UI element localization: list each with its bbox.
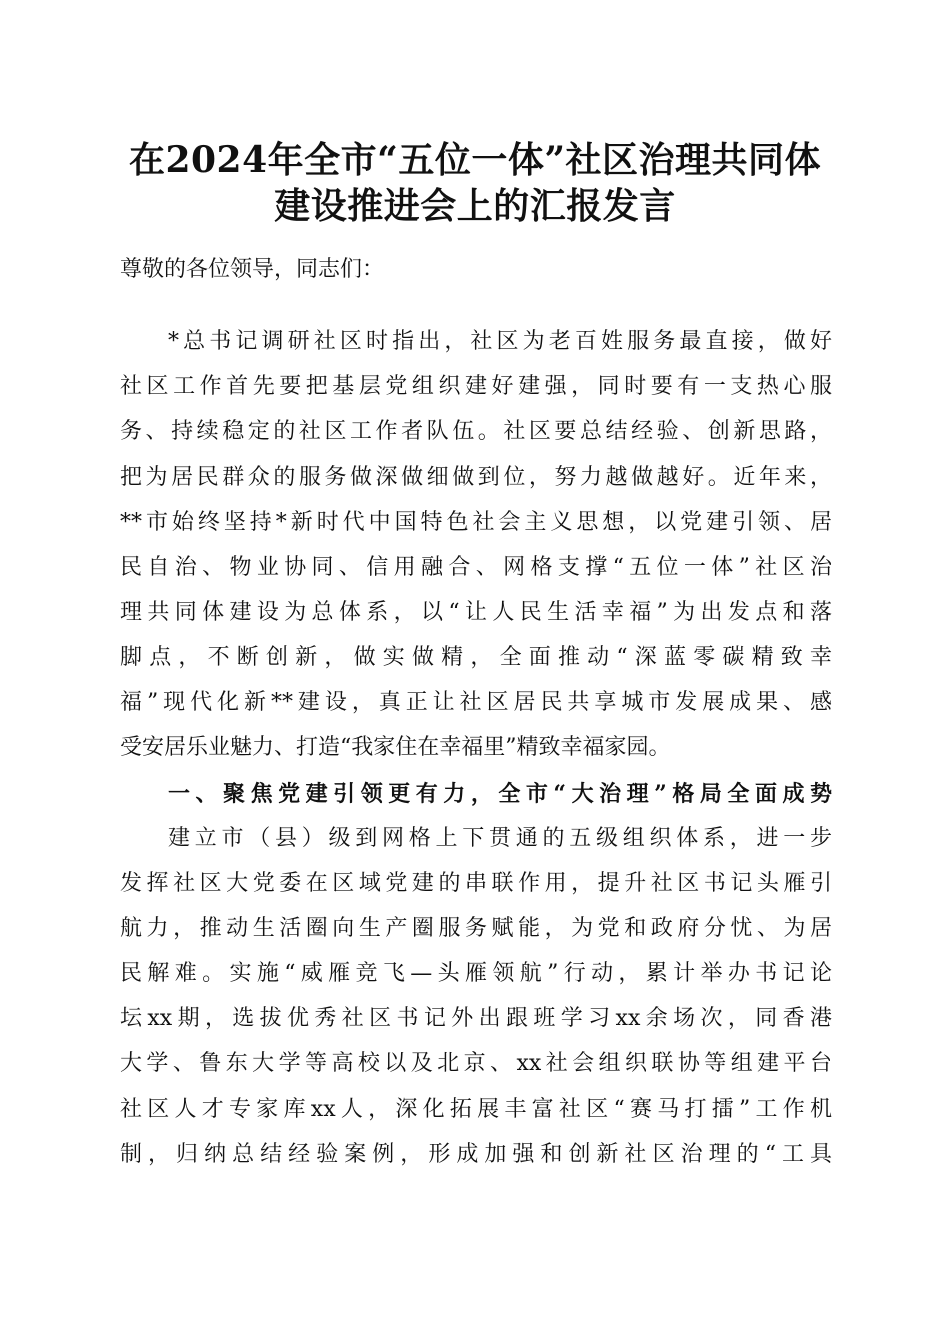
- paragraph-1-line: 理共同体建设为总体系，以“让人民生活幸福”为出发点和落: [120, 600, 832, 625]
- salutation: 尊敬的各位领导，同志们：: [120, 257, 385, 282]
- paragraph-1-line: 务、持续稳定的社区工作者队伍。社区要总结经验、创新思路，: [120, 419, 832, 444]
- paragraph-2-line: 制，归纳总结经验案例，形成加强和创新社区治理的“工具: [120, 1142, 832, 1167]
- paragraph-1-line: 社区工作首先要把基层党组织建好建强，同时要有一支热心服: [120, 374, 832, 399]
- paragraph-2-line: 坛xx期，选拔优秀社区书记外出跟班学习xx余场次，同香港: [120, 1006, 832, 1031]
- paragraph-2-line: 社区人才专家库xx人，深化拓展丰富社区“赛马打擂”工作机: [120, 1097, 832, 1122]
- paragraph-2-line: 大学、鲁东大学等高校以及北京、xx社会组织联协等组建平台: [120, 1051, 832, 1076]
- paragraph-1-line: **市始终坚持*新时代中国特色社会主义思想，以党建引领、居: [120, 510, 832, 535]
- paragraph-2-line: 发挥社区大党委在区域党建的串联作用，提升社区书记头雁引: [120, 871, 832, 896]
- paragraph-1-line: 脚点，不断创新，做实做精，全面推动“深蓝零碳精致幸: [120, 645, 832, 670]
- document-title-line-2: 建设推进会上的汇报发言: [274, 185, 676, 227]
- paragraph-1-line: 福”现代化新**建设，真正让社区居民共享城市发展成果、感: [120, 690, 832, 715]
- paragraph-1-line: 把为居民群众的服务做深做细做到位，努力越做越好。近年来，: [120, 465, 832, 490]
- paragraph-2-line: 建立市（县）级到网格上下贯通的五级组织体系，进一步: [168, 826, 832, 851]
- paragraph-1-line: 民自治、物业协同、信用融合、网格支撑“五位一体”社区治: [120, 555, 832, 580]
- paragraph-2-line: 航力，推动生活圈向生产圈服务赋能，为党和政府分忧、为居: [120, 916, 832, 941]
- section-1-heading: 一、聚焦党建引领更有力，全市“大治理”格局全面成势: [168, 781, 832, 807]
- document-title-line-1: 在2024年全市“五位一体”社区治理共同体: [128, 139, 822, 181]
- paragraph-1-line: 受安居乐业魅力、打造“我家住在幸福里”精致幸福家园。: [120, 735, 671, 760]
- paragraph-1-line: *总书记调研社区时指出，社区为老百姓服务最直接，做好: [168, 329, 832, 354]
- paragraph-2-line: 民解难。实施“威雁竞飞—头雁领航”行动，累计举办书记论: [120, 961, 832, 986]
